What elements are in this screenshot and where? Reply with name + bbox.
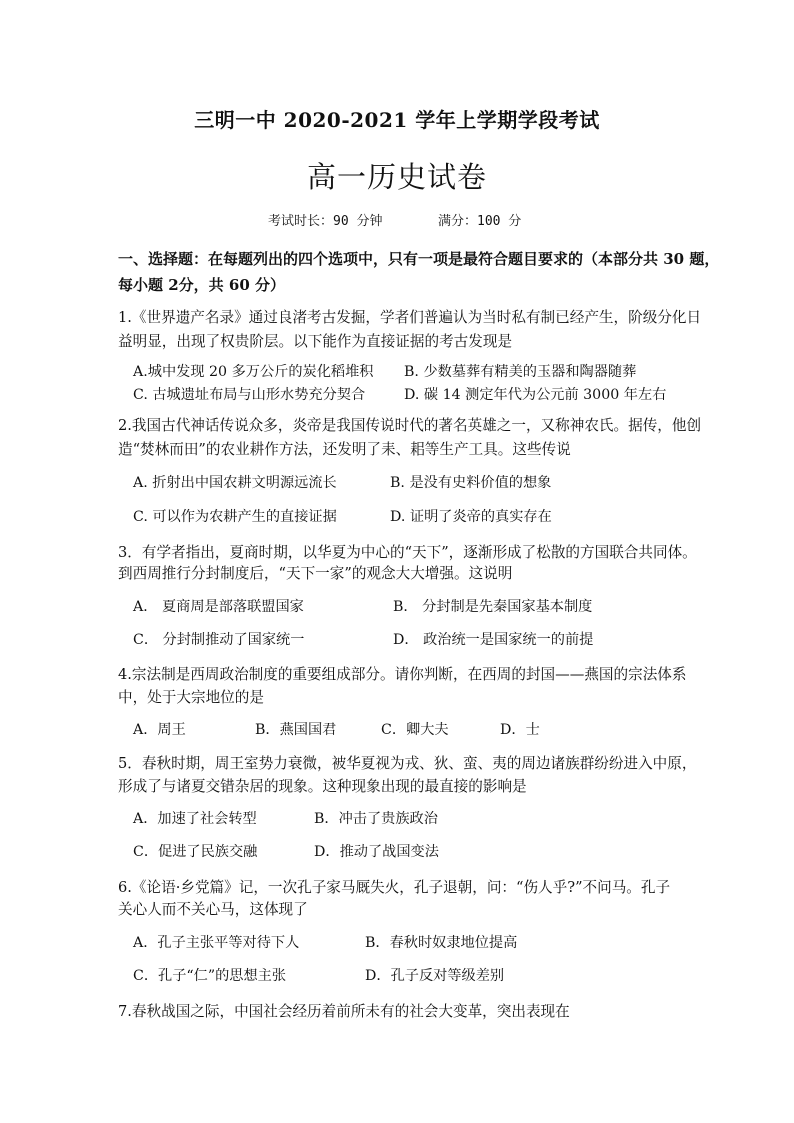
section-heading-line1: 一、选择题：在每题列出的四个选项中，只有一项是最符合题目要求的（本部分共 30 题， bbox=[118, 250, 720, 268]
question-2-option-d: D. 证明了炎帝的真实存在 bbox=[390, 509, 552, 525]
question-4-line1: 4.宗法制是西周政治制度的重要组成部分。请你判断，在西周的封国——燕国的宗法体系 bbox=[118, 666, 687, 683]
question-6-option-a: A．孔子主张平等对待下人 bbox=[133, 935, 300, 951]
question-2-line2: 造“焚林而田”的农业耕作方法，还发明了耒、耜等生产工具。这些传说 bbox=[118, 441, 571, 458]
question-7-line1: 7.春秋战国之际，中国社会经历着前所未有的社会大变革，突出表现在 bbox=[118, 1003, 570, 1020]
question-3-option-b: B． 分封制是先秦国家基本制度 bbox=[393, 599, 593, 615]
question-5-line2: 形成了与诸夏交错杂居的现象。这种现象出现的最直接的影响是 bbox=[118, 778, 527, 795]
question-4-option-b: B．燕国国君 bbox=[255, 722, 337, 738]
question-4-option-d: D．士 bbox=[500, 722, 540, 738]
section-heading-line2: 每小题 2分，共 60 分） bbox=[118, 276, 285, 294]
question-5-line1: 5．春秋时期，周王室势力衰微，被华夏视为戎、狄、蛮、夷的周边诸族群纷纷进入中原， bbox=[118, 755, 697, 772]
question-3-option-a: A． 夏商周是部落联盟国家 bbox=[133, 599, 304, 615]
full-score: 满分：100 分 bbox=[438, 214, 522, 229]
question-1-option-c: C. 古城遗址布局与山形水势充分契合 bbox=[133, 387, 366, 403]
question-4-option-c: C．卿大夫 bbox=[381, 722, 449, 738]
question-1-option-a: A.城中发现 20 多万公斤的炭化稻堆积 bbox=[133, 364, 374, 380]
paper-title: 高一历史试卷 bbox=[306, 160, 487, 194]
school-exam-title: 三明一中 2020-2021 学年上学期学段考试 bbox=[194, 108, 600, 132]
question-1-line1: 1.《世界遗产名录》通过良渚考古发掘，学者们普遍认为当时私有制已经产生，阶级分化日 bbox=[118, 309, 702, 326]
exam-duration: 考试时长：90 分钟 bbox=[268, 214, 383, 229]
question-2-option-a: A. 折射出中国农耕文明源远流长 bbox=[133, 475, 337, 491]
question-3-option-d: D． 政治统一是国家统一的前提 bbox=[393, 632, 594, 648]
question-6-option-d: D．孔子反对等级差别 bbox=[365, 968, 505, 984]
question-6-option-c: C．孔子“仁”的思想主张 bbox=[133, 968, 287, 984]
question-2-line1: 2.我国古代神话传说众多，炎帝是我国传说时代的著名英雄之一，又称神农氏。据传，他创 bbox=[118, 417, 702, 434]
question-6-line2: 关心人而不关心马，这体现了 bbox=[118, 901, 308, 918]
question-4-option-a: A．周王 bbox=[133, 722, 186, 738]
question-2-option-b: B. 是没有史料价值的想象 bbox=[390, 475, 552, 491]
question-5-option-a: A．加速了社会转型 bbox=[133, 811, 257, 827]
question-5-option-c: C．促进了民族交融 bbox=[133, 844, 258, 860]
question-5-option-d: D．推动了战国变法 bbox=[314, 844, 439, 860]
question-6-option-b: B．春秋时奴隶地位提高 bbox=[365, 935, 518, 951]
question-1-line2: 益明显，出现了权贵阶层。以下能作为直接证据的考古发现是 bbox=[118, 333, 513, 350]
question-3-option-c: C． 分封制推动了国家统一 bbox=[133, 632, 305, 648]
question-3-line1: 3．有学者指出，夏商时期，以华夏为中心的“天下”，逐渐形成了松散的方国联合共同体。 bbox=[118, 544, 697, 561]
question-5-option-b: B．冲击了贵族政治 bbox=[314, 811, 438, 827]
question-3-line2: 到西周推行分封制度后，“天下一家”的观念大大增强。这说明 bbox=[118, 565, 513, 582]
question-2-option-c: C. 可以作为农耕产生的直接证据 bbox=[133, 509, 337, 525]
question-1-option-b: B. 少数墓葬有精美的玉器和陶器随葬 bbox=[404, 364, 637, 380]
question-6-line1: 6.《论语·乡党篇》记，一次孔子家马厩失火，孔子退朝，问：“伤人乎?”不问马。孔子 bbox=[118, 879, 671, 896]
question-1-option-d: D. 碳 14 测定年代为公元前 3000 年左右 bbox=[404, 387, 667, 403]
question-4-line2: 中，处于大宗地位的是 bbox=[118, 689, 264, 706]
